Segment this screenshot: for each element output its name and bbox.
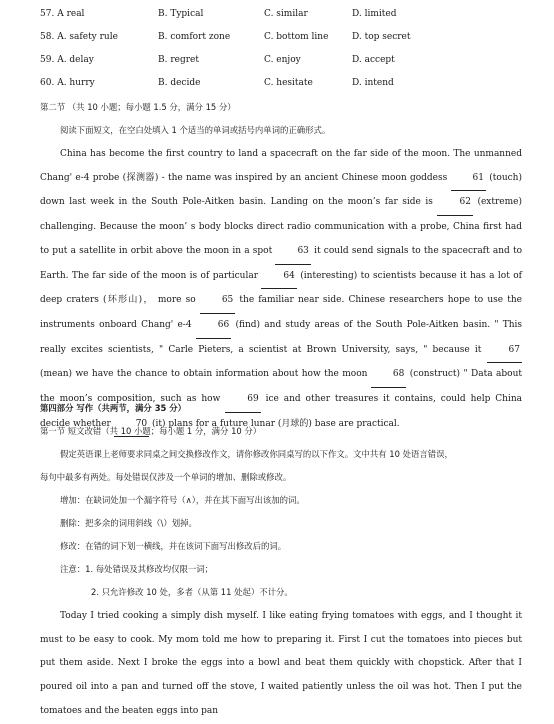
option-b: B. decide	[158, 78, 201, 88]
blank-63[interactable]: 63	[275, 240, 310, 265]
option-d: D. limited	[352, 9, 397, 19]
option-b: B. comfort zone	[158, 32, 231, 42]
option-c: C. similar	[264, 9, 308, 19]
question-number: 58.	[40, 32, 55, 42]
essay-text: Today I tried cooking a simply dish myself. I like eating frying tomatoes with eggs, and I thought it must to be easy to cook. My mom told me how to preparing it. First I cut the tomatoes into pieces but put them aside. Next I broke the eggs into a bowl and beat them quickly with chopstick. After that I poured oil into a pan and turned off the stove, I waited patiently unless the oil was hot. Then I put the tomatoes and the beaten eggs into pan	[40, 611, 522, 716]
question-number: 57.	[40, 9, 55, 19]
question-number: 60.	[40, 78, 55, 88]
option-a: A real	[57, 9, 85, 19]
rule-delete: 删除：把多余的词用斜线（\）划掉。	[60, 518, 197, 528]
blank-61[interactable]: 61	[451, 167, 486, 192]
instructions-line-2: 每句中最多有两处。每处错误仅涉及一个单词的增加、删除或修改。	[40, 472, 292, 482]
option-a: A. hurry	[57, 78, 95, 88]
blank-69[interactable]: 69	[225, 388, 260, 413]
option-b: B. Typical	[158, 9, 204, 19]
essay	[40, 605, 522, 724]
option-b: B. regret	[158, 55, 199, 65]
question-number: 59.	[40, 55, 55, 65]
blank-64[interactable]: 64	[261, 265, 296, 290]
option-c: C. enjoy	[264, 55, 301, 65]
blank-68[interactable]: 68	[371, 363, 406, 388]
note-1: 注意：1. 每处错误及其修改均仅限一词；	[60, 564, 214, 574]
passage	[40, 143, 522, 437]
option-a: A. delay	[57, 55, 94, 65]
section2-title: 第二节 （共 10 小题；每小题 1.5 分，满分 15 分）	[40, 102, 236, 112]
blank-70[interactable]: 70	[114, 413, 149, 438]
note-2: 2. 只允许修改 10 处，多者（从第 11 处起）不计分。	[91, 587, 293, 597]
rule-modify: 修改：在错的词下划一横线，并在该词下面写出修改后的词。	[60, 541, 287, 551]
option-d: D. accept	[352, 55, 395, 65]
blank-66[interactable]: 66	[196, 314, 231, 339]
instructions-line-1: 假定英语课上老师要求同桌之间交换修改作文，请你修改你同桌写的以下作文。文中共有 10 处语言错误，	[60, 449, 453, 459]
section2-instructions: 阅读下面短文，在空白处填入 1 个适当的单词或括号内单词的正确形式。	[60, 125, 331, 135]
option-a: A. safety rule	[57, 32, 118, 42]
option-c: C. bottom line	[264, 32, 329, 42]
passage-text: China has become the first country to land a spacecraft on the far side of the moon. The unmanned Chang' e-4 probe (探测器) - the name was inspired by an ancient Chinese moon goddess 61 (touch) down last week in the South Pole-Aitken basin. Landing on the moon’s far side is 62 (extreme) challenging. Because the moon’ s body blocks direct radio communication with a probe, China first had to put a satellite in orbit above the moon in a spot 63 it could send signals to the spacecraft and to Earth. The far side of the moon is of particular 64 (interesting) to scientists because it has a lot of deep craters (环形山)， more so 65 the familiar near side. Chinese researchers hope to use the instruments onboard Chang' e-4 66 (find) and study areas of the South Pole-Aitken basin. " This really excites scientists, " Carle Pieters, a scientist at Brown University, says, " because it 67 (mean) we have the chance to obtain information about how the moon 68 (construct) " Data about the moon’s composition, such as how 69 ice and other treasures it contains, could help China decide whether 70 (it) plans for a future lunar (月球的) base are practical.	[40, 143, 522, 437]
option-c: C. hesitate	[264, 78, 313, 88]
option-d: D. intend	[352, 78, 394, 88]
section1-title: 第一节 短文改错（共 10 小题；每小题 1 分，满分 10 分）	[40, 426, 262, 436]
rule-add: 增加：在缺词处加一个漏字符号（∧），并在其下面写出该加的词。	[60, 495, 305, 505]
blank-65[interactable]: 65	[200, 289, 235, 314]
part4-title: 第四部分 写作（共两节，满分 35 分）	[40, 403, 187, 413]
blank-67[interactable]: 67	[487, 339, 522, 364]
blank-62[interactable]: 62	[437, 191, 472, 216]
option-d: D. top secret	[352, 32, 411, 42]
